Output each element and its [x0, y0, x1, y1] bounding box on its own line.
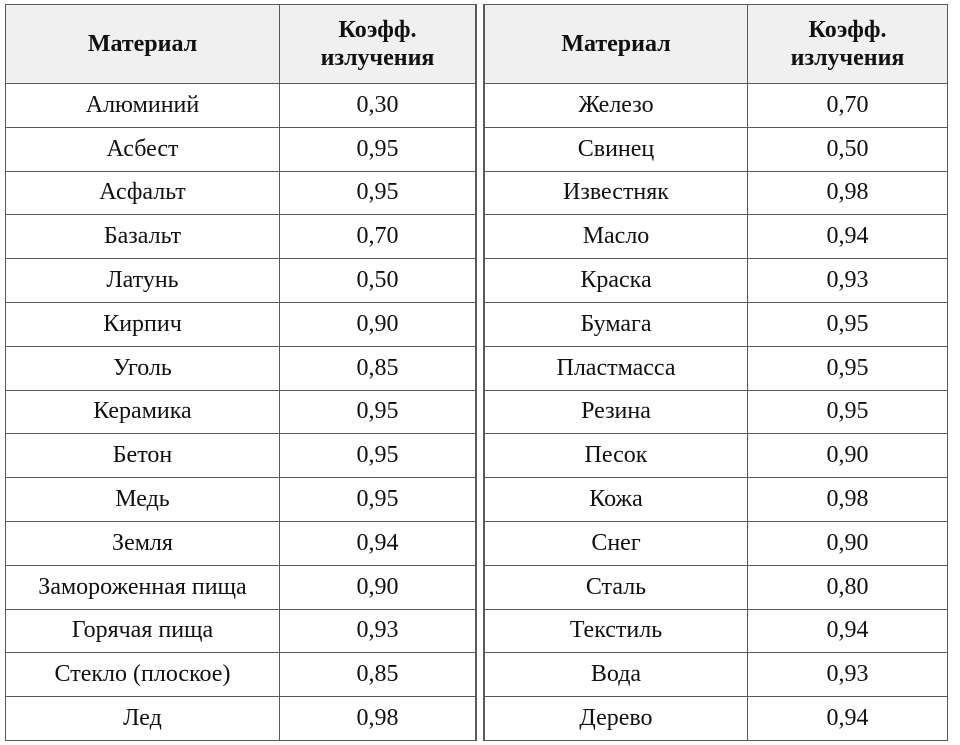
emissivity-cell: 0,90 — [748, 434, 948, 478]
table-row — [6, 434, 476, 478]
emissivity-cell: 0,93 — [748, 653, 948, 697]
table-row — [485, 565, 948, 609]
table-row — [485, 521, 948, 565]
material-cell: Масло — [485, 215, 748, 259]
emissivity-cell: 0,98 — [280, 697, 476, 741]
material-cell: Бумага — [485, 302, 748, 346]
table-row — [485, 259, 948, 303]
emissivity-cell: 0,95 — [280, 390, 476, 434]
material-cell: Лед — [6, 697, 280, 741]
emissivity-cell: 0,90 — [280, 565, 476, 609]
table-row — [6, 697, 476, 741]
table-row — [6, 390, 476, 434]
material-cell: Текстиль — [485, 609, 748, 653]
emissivity-cell: 0,95 — [748, 302, 948, 346]
material-cell: Горячая пища — [6, 609, 280, 653]
emissivity-cell: 0,95 — [280, 434, 476, 478]
emissivity-cell: 0,98 — [748, 478, 948, 522]
emissivity-table-right — [484, 4, 948, 741]
emissivity-cell: 0,94 — [280, 521, 476, 565]
table-row — [485, 302, 948, 346]
material-cell: Дерево — [485, 697, 748, 741]
table-row — [6, 521, 476, 565]
material-cell: Известняк — [485, 171, 748, 215]
table-row — [6, 215, 476, 259]
material-cell: Бетон — [6, 434, 280, 478]
table-row — [6, 609, 476, 653]
material-cell: Уголь — [6, 346, 280, 390]
table-body-right — [485, 84, 948, 741]
emissivity-cell: 0,93 — [280, 609, 476, 653]
table-row — [6, 127, 476, 171]
emissivity-cell: 0,94 — [748, 609, 948, 653]
table-row — [6, 653, 476, 697]
table-row — [485, 609, 948, 653]
material-cell: Асбест — [6, 127, 280, 171]
material-cell: Керамика — [6, 390, 280, 434]
table-row — [6, 171, 476, 215]
emissivity-cell: 0,95 — [280, 171, 476, 215]
material-cell: Кожа — [485, 478, 748, 522]
table-row — [6, 84, 476, 128]
emissivity-cell: 0,70 — [280, 215, 476, 259]
material-cell: Кирпич — [6, 302, 280, 346]
emissivity-cell: 0,50 — [748, 127, 948, 171]
emissivity-cell: 0,85 — [280, 346, 476, 390]
table-body-left — [6, 84, 476, 741]
material-cell: Пластмасса — [485, 346, 748, 390]
table-row — [485, 127, 948, 171]
table-divider — [476, 4, 484, 741]
table-row — [6, 346, 476, 390]
material-cell: Свинец — [485, 127, 748, 171]
table-row — [485, 390, 948, 434]
material-cell: Снег — [485, 521, 748, 565]
table-header-row — [6, 5, 476, 84]
emissivity-cell: 0,94 — [748, 697, 948, 741]
material-cell: Асфальт — [6, 171, 280, 215]
emissivity-cell: 0,90 — [748, 521, 948, 565]
material-cell: Стекло (плоское) — [6, 653, 280, 697]
material-cell: Замороженная пища — [6, 565, 280, 609]
table-row — [485, 434, 948, 478]
emissivity-cell: 0,95 — [280, 478, 476, 522]
table-row — [6, 565, 476, 609]
material-cell: Вода — [485, 653, 748, 697]
emissivity-tables — [5, 4, 948, 741]
emissivity-cell: 0,95 — [748, 346, 948, 390]
material-cell: Медь — [6, 478, 280, 522]
emissivity-cell: 0,30 — [280, 84, 476, 128]
header-material: Материал — [485, 5, 748, 84]
emissivity-cell: 0,93 — [748, 259, 948, 303]
table-row — [6, 259, 476, 303]
material-cell: Песок — [485, 434, 748, 478]
emissivity-cell: 0,50 — [280, 259, 476, 303]
table-row — [485, 171, 948, 215]
emissivity-cell: 0,95 — [748, 390, 948, 434]
emissivity-table-left — [5, 4, 476, 741]
material-cell: Латунь — [6, 259, 280, 303]
table-row — [485, 215, 948, 259]
material-cell: Алюминий — [6, 84, 280, 128]
material-cell: Сталь — [485, 565, 748, 609]
material-cell: Земля — [6, 521, 280, 565]
emissivity-cell: 0,98 — [748, 171, 948, 215]
table-row — [485, 653, 948, 697]
header-material: Материал — [6, 5, 280, 84]
material-cell: Базальт — [6, 215, 280, 259]
table-row — [6, 302, 476, 346]
table-row — [485, 478, 948, 522]
table-row — [485, 346, 948, 390]
header-emissivity: Коэфф. излучения — [748, 5, 948, 84]
table-header-row — [485, 5, 948, 84]
emissivity-cell: 0,90 — [280, 302, 476, 346]
emissivity-cell: 0,85 — [280, 653, 476, 697]
table-row — [6, 478, 476, 522]
material-cell: Краска — [485, 259, 748, 303]
table-row — [485, 84, 948, 128]
emissivity-cell: 0,80 — [748, 565, 948, 609]
emissivity-cell: 0,95 — [280, 127, 476, 171]
table-row — [485, 697, 948, 741]
emissivity-cell: 0,94 — [748, 215, 948, 259]
header-emissivity: Коэфф. излучения — [280, 5, 476, 84]
material-cell: Железо — [485, 84, 748, 128]
material-cell: Резина — [485, 390, 748, 434]
emissivity-cell: 0,70 — [748, 84, 948, 128]
